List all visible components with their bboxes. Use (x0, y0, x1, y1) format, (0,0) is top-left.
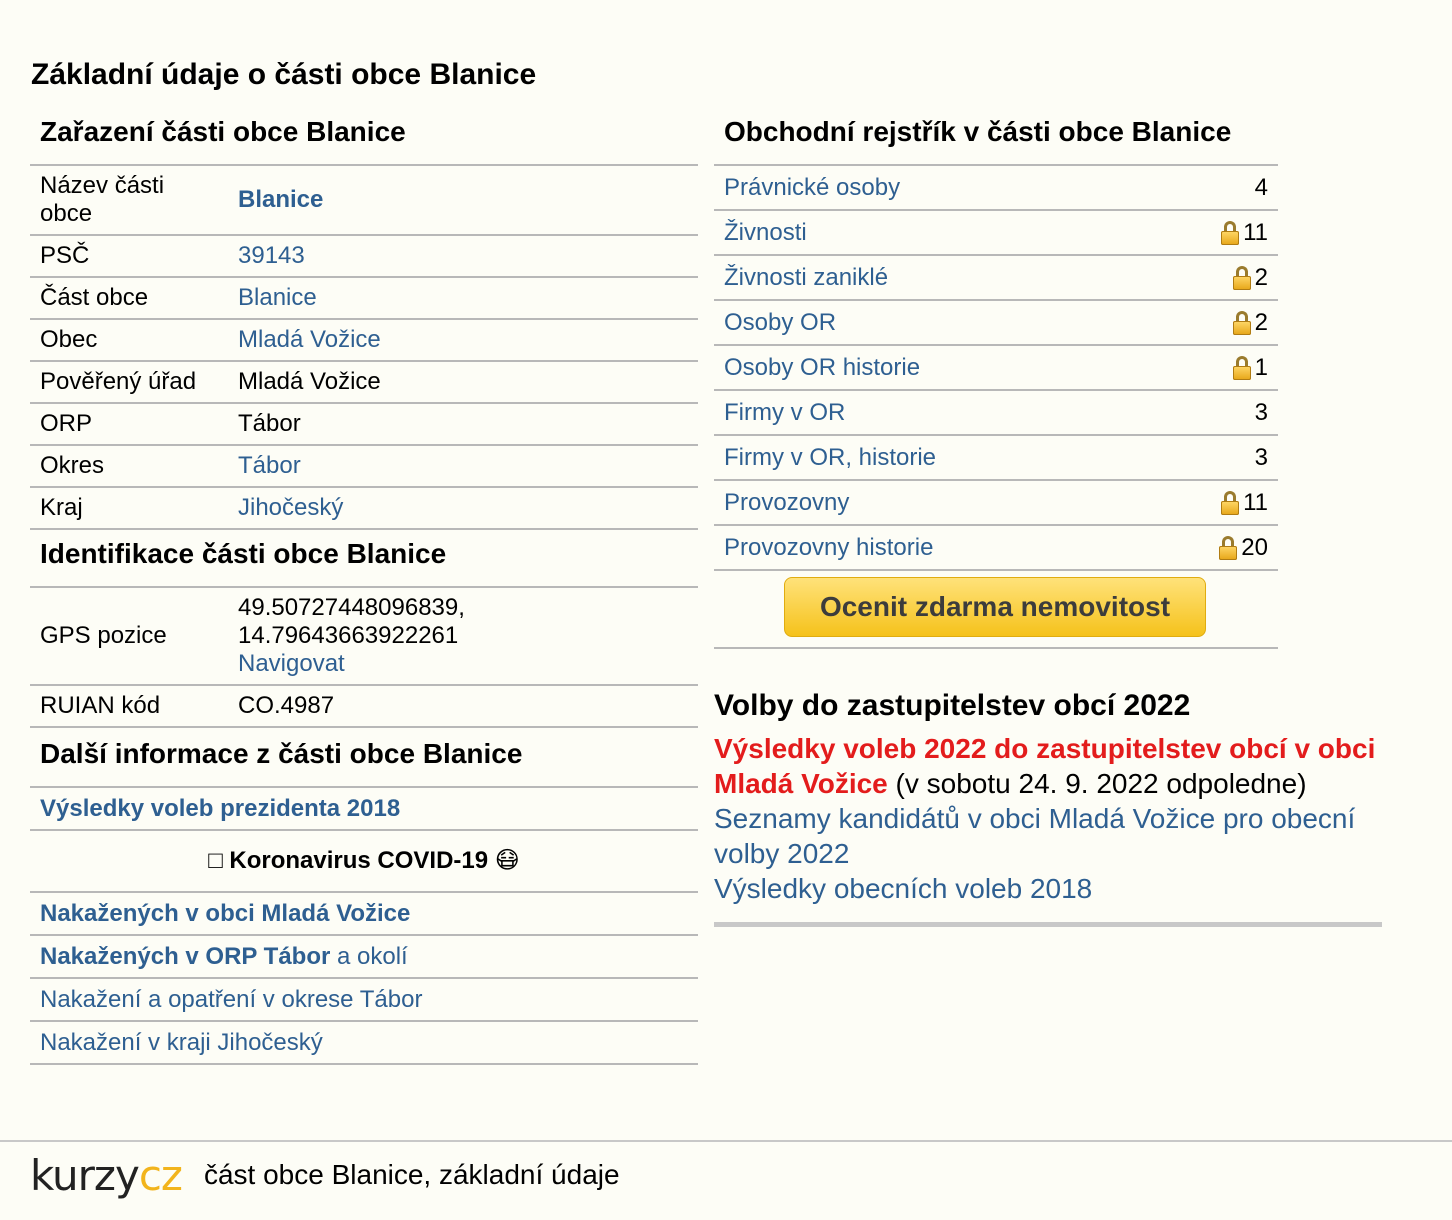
rejstrik-row (714, 209, 1278, 254)
lock-icon (1221, 491, 1239, 515)
row-key: ORP (30, 403, 228, 445)
gps-lon: 14.79643663922261 (238, 622, 459, 649)
rejstrik-row (714, 479, 1278, 524)
rejstrik-count: 1 (1254, 353, 1268, 381)
rejstrik-label[interactable]: Osoby OR (724, 308, 837, 336)
prezident-link[interactable]: Výsledky voleb prezidenta 2018 (40, 795, 401, 822)
rejstrik-count: 4 (1254, 173, 1268, 201)
row-value (228, 587, 698, 685)
rejstrik-label[interactable]: Osoby OR historie (724, 353, 921, 381)
rejstrik-count: 2 (1254, 263, 1268, 291)
rejstrik-count: 11 (1243, 218, 1268, 246)
volby-title: Volby do zastupitelstev obcí 2022 (714, 689, 1191, 722)
table-row (30, 587, 698, 685)
covid-heading (30, 829, 698, 891)
list-item (30, 977, 698, 1020)
covid-obec-link[interactable]: Nakažených v obci Mladá Vožice (40, 900, 411, 927)
rejstrik-list (714, 164, 1278, 571)
rejstrik-count: 3 (1254, 398, 1268, 426)
rejstrik-row (714, 299, 1278, 344)
gps-lat: 49.50727448096839, (238, 594, 465, 621)
zarazeni-title: Zařazení části obce Blanice (40, 116, 406, 147)
row-key: Okres (30, 445, 228, 487)
valuation-button[interactable]: Ocenit zdarma nemovitost (784, 577, 1206, 637)
list-item (30, 786, 698, 829)
rejstrik-label[interactable]: Živnosti (724, 218, 807, 246)
footer-divider (0, 1140, 1452, 1142)
row-value (228, 235, 698, 277)
row-key: Obec (30, 319, 228, 361)
volby-results-line (714, 731, 1382, 801)
table-row (30, 277, 698, 319)
rejstrik-count: 20 (1241, 533, 1268, 561)
rejstrik-label[interactable]: Živnosti zaniklé (724, 263, 889, 291)
list-item (30, 934, 698, 977)
volby-2018-link[interactable]: Výsledky obecních voleb 2018 (714, 873, 1093, 904)
kandidati-link[interactable]: Seznamy kandidátů v obci Mladá Vožice pro obecní volby 2022 (714, 803, 1356, 869)
row-value (228, 445, 698, 487)
row-value (228, 165, 698, 235)
rejstrik-label[interactable]: Firmy v OR, historie (724, 443, 937, 471)
part-name-link[interactable]: Blanice (238, 186, 324, 213)
navigate-link[interactable]: Navigovat (238, 650, 345, 677)
table-row (30, 403, 698, 445)
lock-icon (1233, 311, 1251, 335)
kurzy-logo[interactable] (30, 1151, 182, 1200)
row-value (228, 277, 698, 319)
volby-2022-results-link[interactable]: Výsledky voleb 2022 do zastupitelstev obcí v obci Mladá Vožice (714, 733, 1376, 799)
footer-text: část obce Blanice, základní údaje (203, 1159, 620, 1190)
table-row (30, 487, 698, 529)
rejstrik-row (714, 434, 1278, 479)
row-key: Část obce (30, 277, 228, 319)
virus-icon: □ (208, 847, 223, 874)
row-value: CO.4987 (228, 685, 698, 727)
row-key: Název části obce (30, 165, 228, 235)
row-key: GPS pozice (30, 587, 228, 685)
rejstrik-label[interactable]: Provozovny historie (724, 533, 934, 561)
obec-link[interactable]: Mladá Vožice (238, 326, 381, 353)
lock-icon (1221, 221, 1239, 245)
rejstrik-row (714, 344, 1278, 389)
row-key: Pověřený úřad (30, 361, 228, 403)
cta-wrapper (714, 571, 1278, 649)
left-column (30, 108, 698, 1065)
rejstrik-label[interactable]: Právnické osoby (724, 173, 901, 201)
kraj-link[interactable]: Jihočeský (238, 494, 344, 521)
footer (30, 1150, 620, 1200)
table-row (30, 445, 698, 487)
part-link[interactable]: Blanice (238, 284, 317, 311)
rejstrik-count: 2 (1254, 308, 1268, 336)
covid-title: Koronavirus COVID-19 (229, 847, 489, 874)
rejstrik-row (714, 389, 1278, 434)
lock-icon (1219, 536, 1237, 560)
divider (714, 922, 1382, 927)
row-key: Kraj (30, 487, 228, 529)
row-value (228, 487, 698, 529)
row-value: Mladá Vožice (228, 361, 698, 403)
rejstrik-title: Obchodní rejstřík v části obce Blanice (724, 116, 1232, 147)
right-column (714, 108, 1382, 927)
identifikace-title: Identifikace části obce Blanice (40, 538, 447, 569)
dalsi-list (30, 786, 698, 1065)
table-row (30, 319, 698, 361)
row-value (228, 319, 698, 361)
list-item (30, 1020, 698, 1065)
covid-orp-link[interactable]: Nakažených v ORP Tábor (40, 943, 331, 970)
covid-okres-link[interactable]: Nakažení a opatření v okrese Tábor (40, 986, 423, 1013)
rejstrik-count: 11 (1243, 488, 1268, 516)
identifikace-table (30, 586, 698, 728)
rejstrik-row (714, 164, 1278, 209)
logo-part-cz: cz (138, 1150, 182, 1200)
rejstrik-row (714, 524, 1278, 571)
okres-link[interactable]: Tábor (238, 452, 301, 479)
row-value: Tábor (228, 403, 698, 445)
row-key: RUIAN kód (30, 685, 228, 727)
page-title: Základní údaje o části obce Blanice (31, 58, 537, 91)
volby-content (714, 731, 1382, 906)
logo-part-kurzy: kurzy (30, 1150, 139, 1200)
rejstrik-row (714, 254, 1278, 299)
rejstrik-label[interactable]: Firmy v OR (724, 398, 846, 426)
rejstrik-count: 3 (1254, 443, 1268, 471)
table-row (30, 235, 698, 277)
lock-icon (1233, 356, 1251, 380)
lock-icon (1233, 266, 1251, 290)
psc-link[interactable]: 39143 (238, 242, 305, 269)
row-key: PSČ (30, 235, 228, 277)
list-item (30, 891, 698, 934)
rejstrik-label[interactable]: Provozovny (724, 488, 850, 516)
zarazeni-table (30, 164, 698, 530)
table-row (30, 165, 698, 235)
dalsi-title: Další informace z části obce Blanice (40, 738, 523, 769)
covid-kraj-link[interactable]: Nakažení v kraji Jihočeský (40, 1029, 323, 1056)
table-row (30, 685, 698, 727)
covid-orp-suffix[interactable]: a okolí (330, 943, 408, 970)
mask-face-icon: 😷 (494, 847, 520, 874)
volby-results-note: (v sobotu 24. 9. 2022 odpoledne) (887, 768, 1307, 799)
table-row (30, 361, 698, 403)
